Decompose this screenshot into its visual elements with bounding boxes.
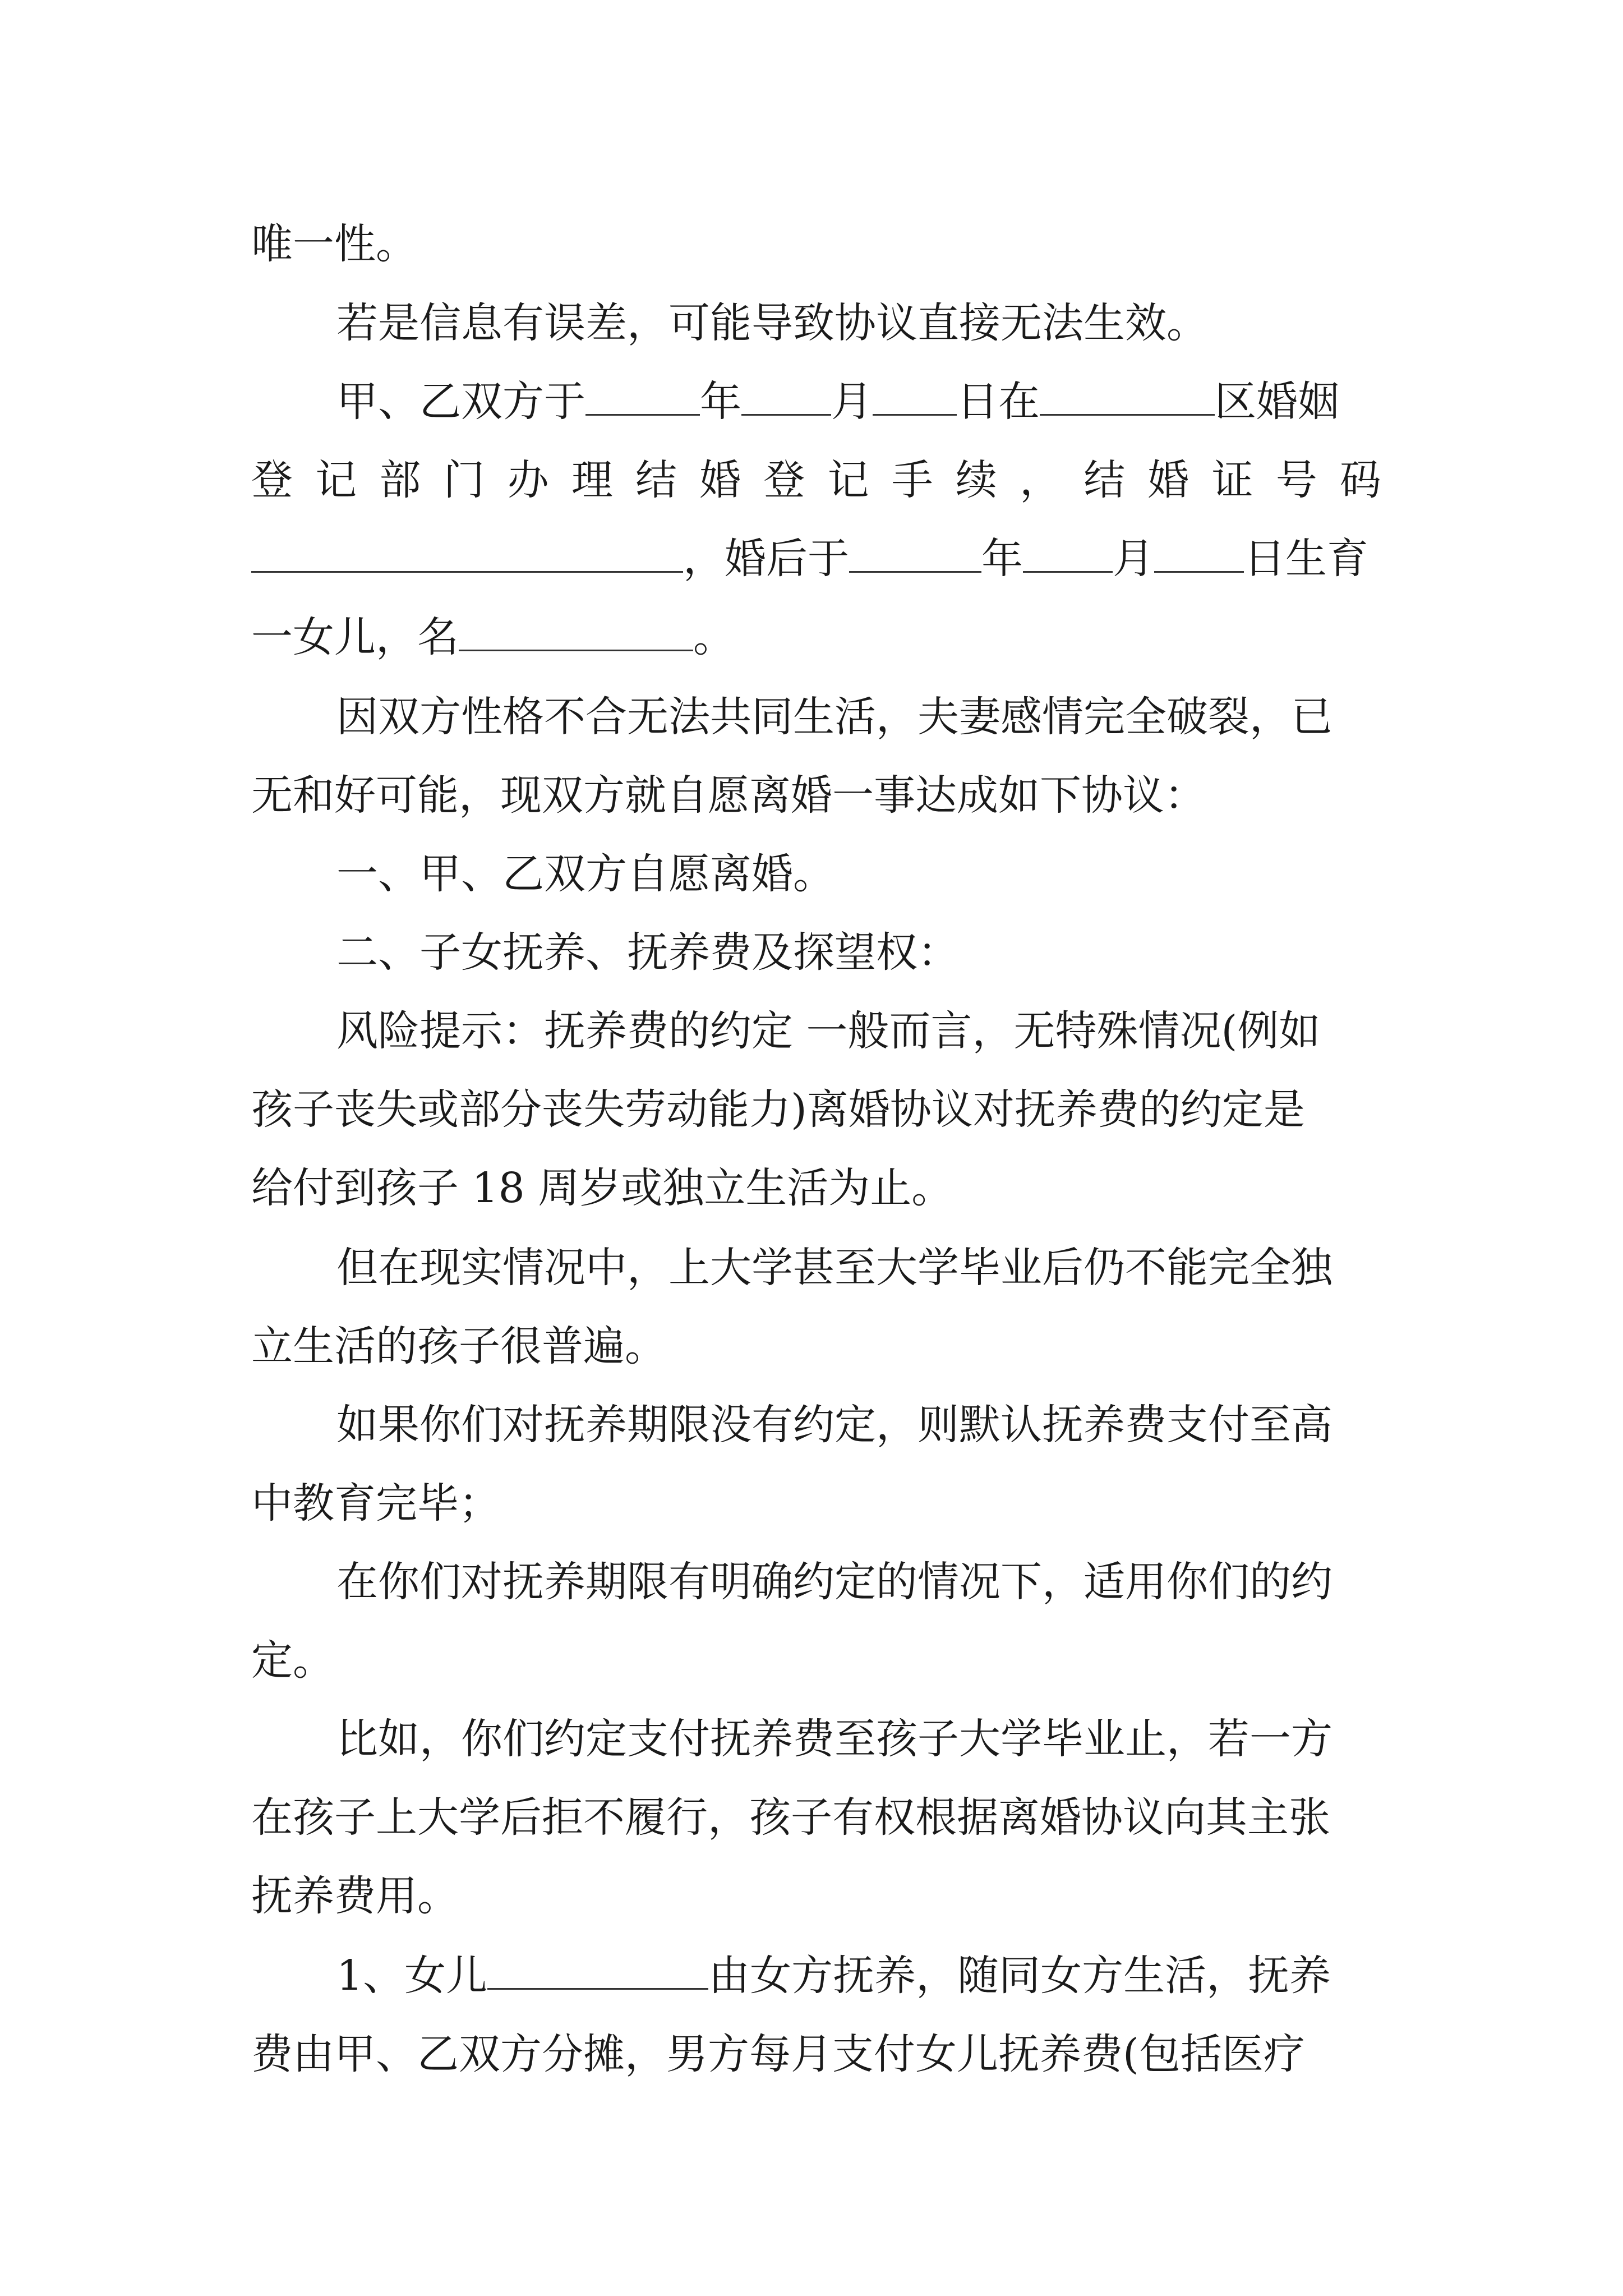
text-segment: 区婚姻	[1215, 378, 1339, 426]
char: 理	[571, 456, 613, 504]
char: ，	[1020, 456, 1062, 504]
char: 办	[507, 456, 549, 504]
custody-clause-line	[336, 1931, 1381, 2021]
text-segment: 甲、乙双方于	[336, 378, 585, 426]
char: 门	[443, 456, 485, 504]
text-segment: 日在	[957, 378, 1040, 426]
paragraph-line: 孩子丧失或部分丧失劳动能力)离婚协议对抚养费的约定是	[251, 1085, 1305, 1134]
birth-date-line	[251, 514, 1381, 604]
char: 码	[1339, 456, 1381, 504]
year-blank	[585, 376, 700, 416]
month-blank	[741, 376, 831, 416]
char: 婚	[699, 456, 741, 504]
paragraph-line: 但在现实情况中，上大学甚至大学毕业后仍不能完全独	[336, 1244, 1332, 1292]
month-blank	[1023, 533, 1113, 573]
daughter-name-blank	[459, 611, 693, 651]
clause-heading: 一、甲、乙双方自愿离婚。	[336, 850, 834, 898]
text-segment: 由女方抚养，随同女方生活，抚养	[708, 1952, 1331, 2000]
marriage-registration-line	[336, 357, 1381, 447]
paragraph-line: 在你们对抚养期限有明确约定的情况下，适用你们的约	[336, 1558, 1332, 1606]
day-blank	[1154, 533, 1244, 573]
char: 记	[827, 456, 869, 504]
paragraph-line: 在孩子上大学后拒不履行，孩子有权根据离婚协议向其主张	[251, 1793, 1330, 1842]
paragraph-line: 立生活的孩子很普遍。	[251, 1322, 666, 1370]
paragraph-line: 抚养费用。	[251, 1872, 459, 1920]
year-blank	[849, 533, 981, 573]
text-segment: 月	[1113, 535, 1154, 583]
text-segment: 日生育	[1244, 535, 1368, 583]
marriage-certificate-line	[251, 435, 1381, 525]
char: 续	[955, 456, 997, 504]
char: 号	[1275, 456, 1317, 504]
text-segment: 年	[700, 378, 741, 426]
char: 登	[763, 456, 805, 504]
paragraph-line: 比如，你们约定支付抚养费至孩子大学毕业止，若一方	[336, 1715, 1332, 1763]
paragraph-line: 中教育完毕；	[251, 1479, 500, 1527]
paragraph-line: 给付到孩子 18 周岁或独立生活为止。	[251, 1164, 953, 1212]
char: 部	[379, 456, 421, 504]
paragraph-line: 若是信息有误差，可能导致协议直接无法生效。	[336, 299, 1208, 347]
day-blank	[873, 376, 957, 416]
paragraph-line: 定。	[251, 1636, 334, 1685]
paragraph-line: 无和好可能，现双方就自愿离婚一事达成如下协议：	[251, 771, 1206, 820]
text-segment: 1、女儿	[336, 1952, 488, 2000]
text-segment: 月	[831, 378, 873, 426]
paragraph-line: 风险提示：抚养费的约定 一般而言，无特殊情况(例如	[336, 1007, 1321, 1055]
char: 记	[315, 456, 357, 504]
text-segment: 一女儿，名	[251, 613, 459, 661]
certificate-number-blank	[251, 533, 683, 573]
paragraph-line: 因双方性格不合无法共同生活，夫妻感情完全破裂，已	[336, 693, 1332, 741]
char: 结	[1083, 456, 1126, 504]
char: 结	[635, 456, 677, 504]
district-blank	[1040, 376, 1215, 416]
text-segment: 。	[693, 613, 735, 661]
char: 婚	[1147, 456, 1189, 504]
paragraph-line: 费由甲、乙双方分摊，男方每月支付女儿抚养费(包括医疗	[251, 2030, 1305, 2078]
daughter-name-blank	[487, 1950, 708, 1990]
daughter-name-line	[251, 592, 1381, 682]
clause-heading: 二、子女抚养、抚养费及探望权：	[336, 928, 959, 977]
paragraph-line: 如果你们对抚养期限没有约定，则默认抚养费支付至高	[336, 1401, 1332, 1449]
char: 证	[1211, 456, 1253, 504]
char: 登	[251, 456, 293, 504]
text-segment: ，婚后于	[683, 535, 849, 583]
text-segment: 年	[981, 535, 1023, 583]
char: 手	[891, 456, 933, 504]
paragraph-line: 唯一性。	[251, 220, 417, 268]
